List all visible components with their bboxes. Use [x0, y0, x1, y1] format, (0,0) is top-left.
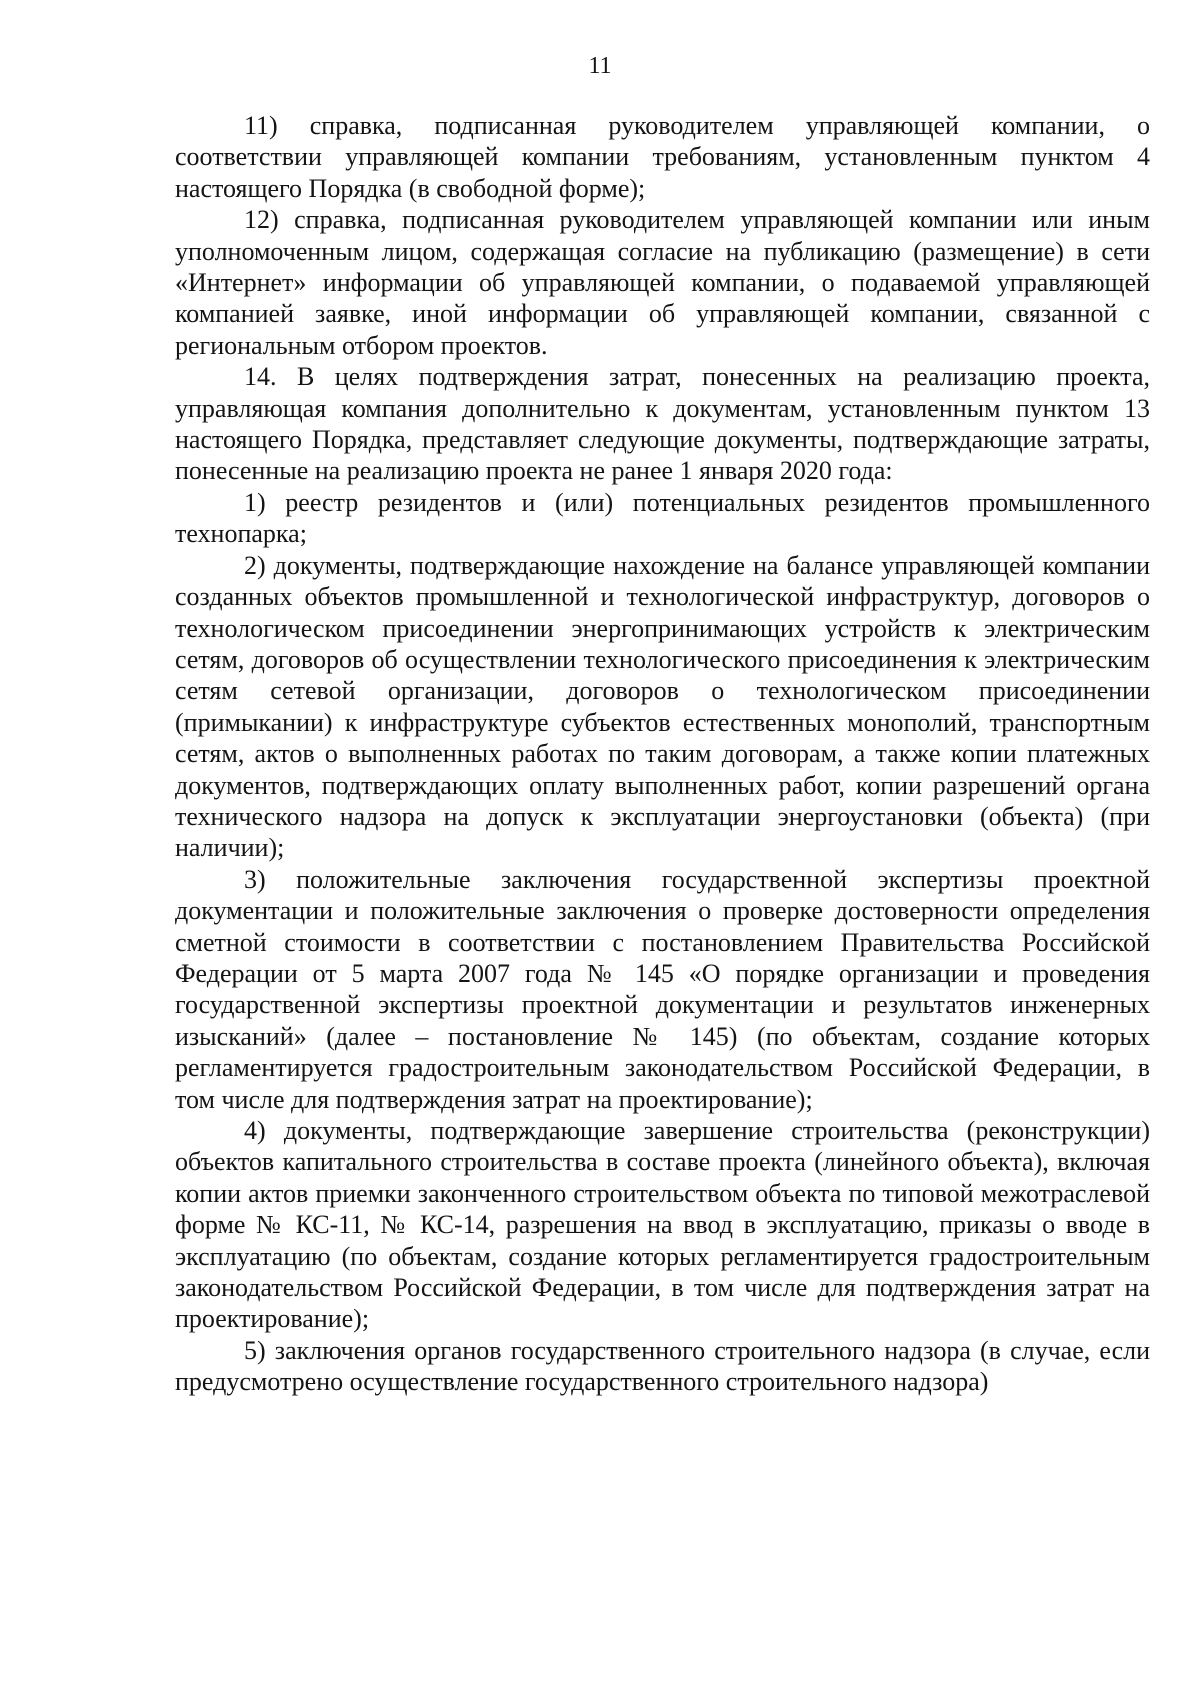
section-14-cost-confirmation: 14. В целях подтверждения затрат, понесенных на реализацию проекта, управляющая компания дополнительно к документам, установленным пунктом 13 настоящего Порядка, представляет следующие документы, подтверждающие затраты, понесенные на реализацию проекта не ранее 1 января 2020 года: [175, 362, 1150, 486]
item-1-residents-register: 1) реестр резидентов и (или) потенциальных резидентов промышленного технопарка; [175, 487, 1150, 549]
item-2-balance-documents: 2) документы, подтверждающие нахождение на балансе управляющей компании созданных объектов промышленной и технологической инфраструктур, договоров о технологическом присоединении энергопринимающих устройств к электрическим сетям, договоров об осуществлении технологического присоединения к электрическим сетям сетевой организации, договоров о технологическом присоединении (примыкании) к инфраструктуре субъектов естественных монополий, транспортным сетям, актов о выполненных работах по таким договорам, а также копии платежных документов, подтверждающих оплату выполненных работ, копии разрешений органа технического надзора на допуск к эксплуатации энергоустановки (объекта) (при наличии); [175, 550, 1150, 863]
document-body [175, 110, 1150, 1398]
item-3-state-expertise: 3) положительные заключения государственной экспертизы проектной документации и положительные заключения о проверке достоверности определения сметной стоимости в соответствии с постановлением Правительства Российской Федерации от 5 марта 2007 года № 145 «О порядке организации и проведения государственной экспертизы проектной документации и результатов инженерных изысканий» (далее – постановление № 145) (по объектам, создание которых регламентируется градостроительным законодательством Российской Федерации, в том числе для подтверждения затрат на проектирование); [175, 864, 1150, 1114]
item-12-publication-consent: 12) справка, подписанная руководителем управляющей компании или иным уполномоченным лицом, содержащая согласие на публикацию (размещение) в сети «Интернет» информации об управляющей компании, о подаваемой управляющей компанией заявке, иной информации об управляющей компании, связанной с региональным отбором проектов. [175, 205, 1150, 360]
page-number: 11 [588, 53, 612, 79]
item-11-manager-certificate: 11) справка, подписанная руководителем управляющей компании, о соответствии управляющей компании требованиям, установленным пунктом 4 настоящего Порядка (в свободной форме); [175, 111, 1150, 203]
item-5-supervision-conclusions: 5) заключения органов государственного строительного надзора (в случае, если предусмотрено осуществление государственного строительного надзора) [175, 1335, 1150, 1397]
item-4-construction-completion: 4) документы, подтверждающие завершение строительства (реконструкции) объектов капитального строительства в составе проекта (линейного объекта), включая копии актов приемки законченного строительством объекта по типовой межотраслевой форме № КС-11, № КС-14, разрешения на ввод в эксплуатацию, приказы о вводе в эксплуатацию (по объектам, создание которых регламентируется градостроительным законодательством Российской Федерации, в том числе для подтверждения затрат на проектирование); [175, 1116, 1150, 1334]
